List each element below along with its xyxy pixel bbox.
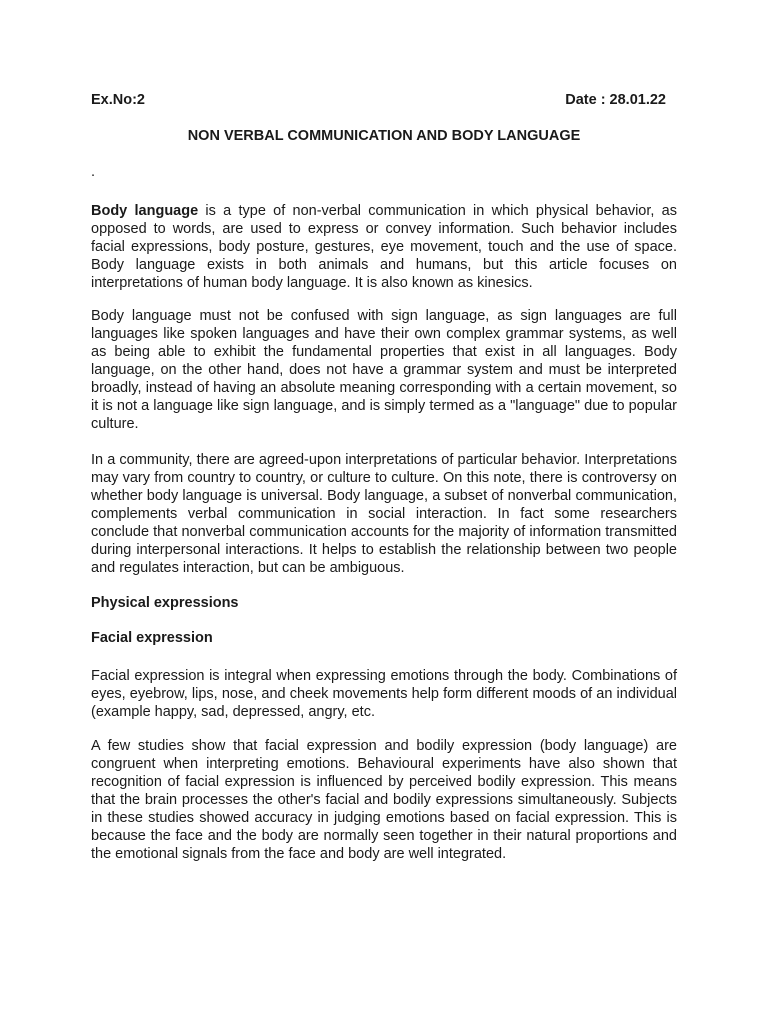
document-title: NON VERBAL COMMUNICATION AND BODY LANGUAGE (187, 128, 581, 144)
heading-facial-expression: Facial expression (91, 630, 213, 646)
exercise-date: Date : 28.01.22 (565, 92, 666, 108)
document-header (91, 92, 677, 112)
paragraph-community: In a community, there are agreed-upon interpretations of particular behavior. Interpretations may vary from country to country, or culture to culture. On this note, there is controversy on whether body language is universal. Body language, a subset of nonverbal communication, complements verbal communication in social interaction. In fact some researchers conclude that nonverbal communication accounts for the majority of information transmitted during interpersonal interactions. It helps to establish the relationship between two people and regulates interaction, but can be ambiguous. (91, 452, 677, 576)
body-language-term: Body language (91, 203, 199, 219)
stray-dot: . (91, 164, 96, 180)
paragraph-intro-text: is a type of non-verbal communication in which physical behavior, as opposed to words, are used to express or convey information. Such behavior includes facial expressions, body posture, gestures, eye movement, touch and the use of space. Body language exists in both animals and humans, but this article focuses on interpretations of human body language. It is also known as kinesics. (91, 203, 677, 291)
heading-physical-expressions: Physical expressions (91, 595, 239, 611)
paragraph-body-language-intro (91, 202, 677, 292)
paragraph-facial-expression: Facial expression is integral when expressing emotions through the body. Combinations of eyes, eyebrow, lips, nose, and cheek movements help form different moods of an individual (example happy, sad, depressed, angry, etc. (91, 668, 677, 720)
paragraph-sign-language: Body language must not be confused with sign language, as sign languages are full languages like spoken languages and have their own complex grammar systems, as well as being able to exhibit the fundamental properties that exist in all languages. Body language, on the other hand, does not have a grammar system and must be interpreted broadly, instead of having an absolute meaning corresponding with a certain movement, so it is not a language like sign language, and is simply termed as a "language" due to popular culture. (91, 308, 677, 432)
paragraph-studies: A few studies show that facial expression and bodily expression (body language) are congruent when interpreting emotions. Behavioural experiments have also shown that recognition of facial expression is influenced by perceived bodily expression. This means that the brain processes the other's facial and bodily expressions simultaneously. Subjects in these studies showed accuracy in judging emotions based on facial expression. This is because the face and the body are normally seen together in their natural proportions and the emotional signals from the face and body are well integrated. (91, 738, 677, 862)
exercise-number: Ex.No:2 (91, 92, 145, 108)
